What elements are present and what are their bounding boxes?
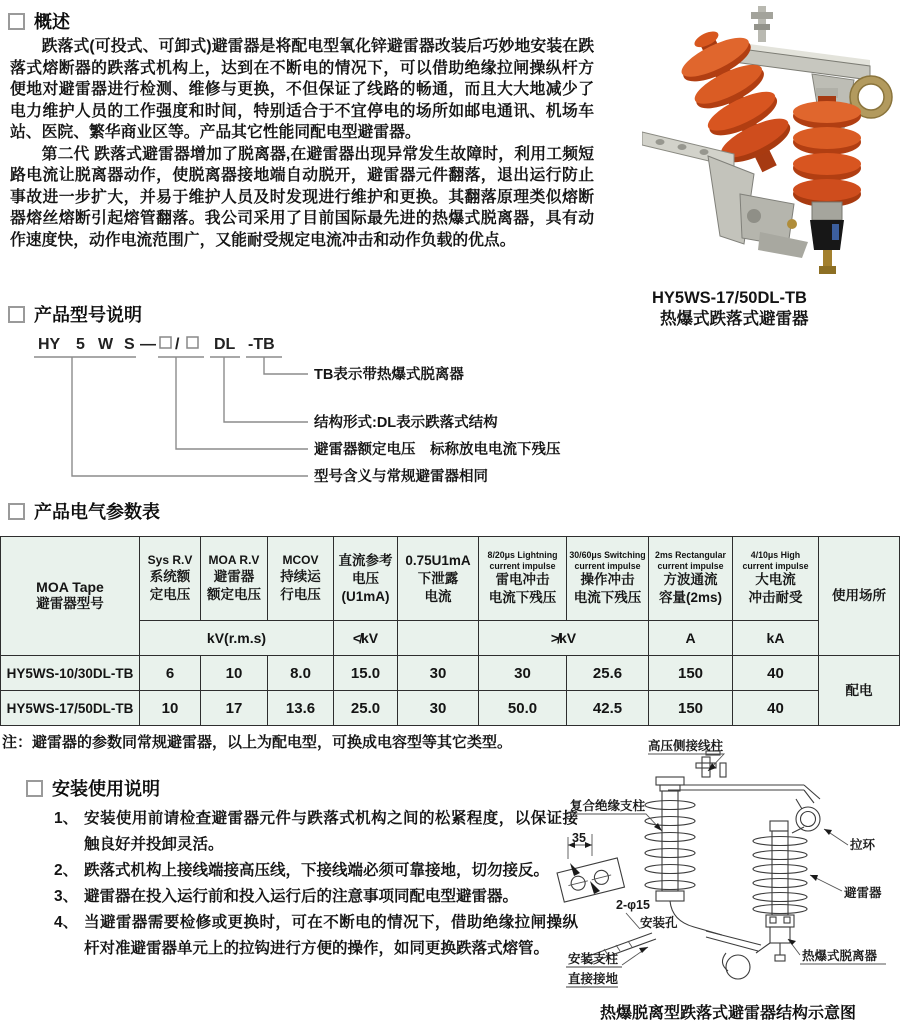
section-square-icon (8, 503, 25, 520)
list-item (54, 910, 578, 962)
photo-caption (652, 288, 809, 330)
leader-rating (176, 357, 308, 449)
table-header-row (1, 537, 900, 621)
leader-meaning (72, 357, 308, 476)
cell-dc: 15.0 (334, 656, 398, 691)
cell-rect: 150 (649, 656, 733, 691)
label-composite-post: 复合绝缘支柱 (570, 799, 646, 813)
overview-title: 概述 (34, 12, 70, 32)
dim-35: 35 (572, 831, 586, 845)
photo-caption-model: HY5WS-17/50DL-TB (652, 289, 807, 307)
item-text: 跌落式机构上接线端接高压线，下接线端必须可靠接地，切勿接反。 (84, 862, 550, 879)
list-item (54, 806, 578, 858)
model-desc-dl: 结构形式:DL表示跌落式结构 (314, 415, 498, 431)
col-header-usage: 使用场所 (819, 537, 900, 656)
model-code-dash: — (140, 336, 156, 353)
col-header-moa-rv: MOA R.V 避雷器 额定电压 (201, 537, 268, 621)
item-number: 1、 (54, 810, 79, 827)
section-square-icon (8, 13, 25, 30)
label-hv-terminal: 高压侧接线柱 (648, 739, 724, 753)
list-item (54, 858, 578, 884)
unit-blank (398, 621, 479, 656)
model-section-header (8, 301, 142, 327)
label-mount-hole: 安装孔 (640, 916, 678, 930)
cell-high: 40 (733, 656, 819, 691)
mounting-plate (557, 834, 624, 902)
item-text: 当避雷器需要检修或更换时，可在不断电的情况下，借助绝缘拉闸操纵杆对准避雷器单元上的拉钩进行方便的操作，如同更换跌落式熔管。 (84, 914, 578, 957)
cell-rect: 150 (649, 691, 733, 726)
item-number: 2、 (54, 862, 79, 879)
cell-switching: 42.5 (567, 691, 649, 726)
leader-dl (224, 357, 308, 422)
overview-text (10, 36, 594, 251)
col-header-switching: 30/60μs Switching current impulse 操作冲击 电流下残压 (567, 537, 649, 621)
hv-terminal (668, 751, 820, 803)
arrester-outline (753, 821, 807, 961)
model-desc-rating: 避雷器额定电压 标称放电电流下残压 (314, 442, 561, 458)
col-header-sys-rv: Sys R.V 系统额 定电压 (140, 537, 201, 621)
params-title: 产品电气参数表 (34, 502, 160, 522)
table-note: 注：避雷器的参数同常规避雷器，以上为配电型，可换成电容型等其它类型。 (2, 734, 513, 751)
label-arrester: 避雷器 (844, 886, 882, 900)
item-number: 4、 (54, 914, 79, 931)
cell-mcov: 8.0 (268, 656, 334, 691)
pull-ring-outline (796, 799, 820, 831)
col-header-high-current: 4/10μs High current impulse 大电流 冲击耐受 (733, 537, 819, 621)
unit-residual: ≯kV (479, 621, 649, 656)
table-row (1, 656, 900, 691)
overview-paragraph-2: 第二代 跌落式避雷器增加了脱离器,在避雷器出现异常发生故障时，利用工频短路电流让脱离器动作，使脱离器接地端自动脱开，避雷器元件翻落，退出运行防止事故进一步扩大，并易于维护人员及时发现进行维护和更换。其翻落原理类似熔断器熔丝熔断引起熔管翻落。我公司采用了目前国际最先进的热爆式脱离器，具有动作速度快，动作电流范围广，又能耐受规定电流冲击和动作负载的优点。 (10, 145, 594, 249)
cell-usage: 配电 (819, 656, 900, 726)
install-list (54, 806, 578, 962)
col-header-lightning: 8/20μs Lightning current impulse 雷电冲击 电流下残压 (479, 537, 567, 621)
disconnector (810, 202, 844, 274)
cell-leak: 30 (398, 656, 479, 691)
item-number: 3、 (54, 888, 79, 905)
cell-sys: 10 (140, 691, 201, 726)
structure-diagram (556, 733, 900, 995)
cell-model: HY5WS-17/50DL-TB (1, 691, 140, 726)
cell-sys: 6 (140, 656, 201, 691)
model-desc-tb: TB表示带热爆式脱离器 (314, 367, 464, 383)
col-header-dc-ref: 直流参考 电压 (U1mA) (334, 537, 398, 621)
model-code-slash: / (175, 336, 180, 353)
model-code-5: 5 (76, 336, 85, 353)
model-code-w: W (98, 336, 114, 353)
unit-kv-rms: kV(r.m.s) (140, 621, 334, 656)
model-code-s: S (124, 336, 135, 353)
model-code-hy: HY (38, 336, 61, 353)
cell-lightning: 50.0 (479, 691, 567, 726)
cell-model: HY5WS-10/30DL-TB (1, 656, 140, 691)
col-header-leakage: 0.75U1mA 下泄露 电流 (398, 537, 479, 621)
right-insulator (793, 88, 861, 207)
install-title: 安装使用说明 (52, 779, 160, 799)
label-disconnector: 热爆式脱离器 (802, 949, 878, 963)
overview-paragraph-1: 跌落式(可投式、可卸式)避雷器是将配电型氧化锌避雷器改装后巧妙地安装在跌落式熔断器的跌落式机构上，达到在不断电的情况下，可以借助绝缘拉闸操纵杆方便地对避雷器进行检测、维修与更换，不但保证了线路的畅通，而且大大地减少了电力维护人员的工作强度和时间，特别适合于不宜停电的场所如邮电通讯、机场车站、医院、繁华商业区等。产品其它性能同配电型避雷器。 (10, 38, 594, 141)
photo-caption-name: 热爆式跌落式避雷器 (660, 310, 809, 328)
overview-section-header (8, 8, 70, 34)
list-item (54, 884, 578, 910)
col-header-rectangular: 2ms Rectangular current impulse 方波通流 容量(2ms) (649, 537, 733, 621)
label-mount-post: 安装支柱 (568, 952, 619, 966)
cell-moa: 17 (201, 691, 268, 726)
cell-leak: 30 (398, 691, 479, 726)
cell-dc: 25.0 (334, 691, 398, 726)
label-pull-ring: 拉环 (850, 838, 876, 852)
section-square-icon (8, 306, 25, 323)
table-row (1, 691, 900, 726)
col-header-mcov: MCOV 持续运 行电压 (268, 537, 334, 621)
install-section-header (26, 775, 160, 801)
placeholder-box-icon (187, 337, 198, 348)
model-title: 产品型号说明 (34, 305, 142, 325)
parameters-table (0, 536, 900, 726)
bottom-bracket (706, 931, 770, 979)
section-square-icon (26, 780, 43, 797)
model-designation-diagram (18, 330, 618, 505)
composite-post-outline (645, 777, 722, 935)
cell-lightning: 30 (479, 656, 567, 691)
params-section-header (8, 498, 160, 524)
item-text: 避雷器在投入运行前和投入运行后的注意事项同配电型避雷器。 (84, 888, 519, 905)
cell-moa: 10 (201, 656, 268, 691)
diagram-caption: 热爆脱离型跌落式避雷器结构示意图 (599, 1005, 856, 1022)
cell-switching: 25.6 (567, 656, 649, 691)
unit-ka: kA (733, 621, 819, 656)
label-direct-ground: 直接接地 (568, 972, 619, 986)
dim-holes: 2-φ15 (616, 898, 650, 912)
model-desc-meaning: 型号含义与常规避雷器相同 (314, 469, 488, 485)
model-code-tb: -TB (248, 336, 275, 353)
col-header-model: MOA Tape 避雷器型号 (1, 537, 140, 656)
model-code-dl: DL (214, 336, 236, 353)
item-text: 安装使用前请检查避雷器元件与跌落式机构之间的松紧程度，以保证接触良好并投卸灵活。 (84, 810, 578, 853)
placeholder-box-icon (160, 337, 171, 348)
left-insulator (671, 18, 803, 185)
unit-dc: ≮kV (334, 621, 398, 656)
product-photo (642, 4, 894, 286)
top-bolt-hardware (751, 6, 773, 42)
cell-mcov: 13.6 (268, 691, 334, 726)
cell-high: 40 (733, 691, 819, 726)
unit-a: A (649, 621, 733, 656)
leader-tb (264, 357, 308, 374)
